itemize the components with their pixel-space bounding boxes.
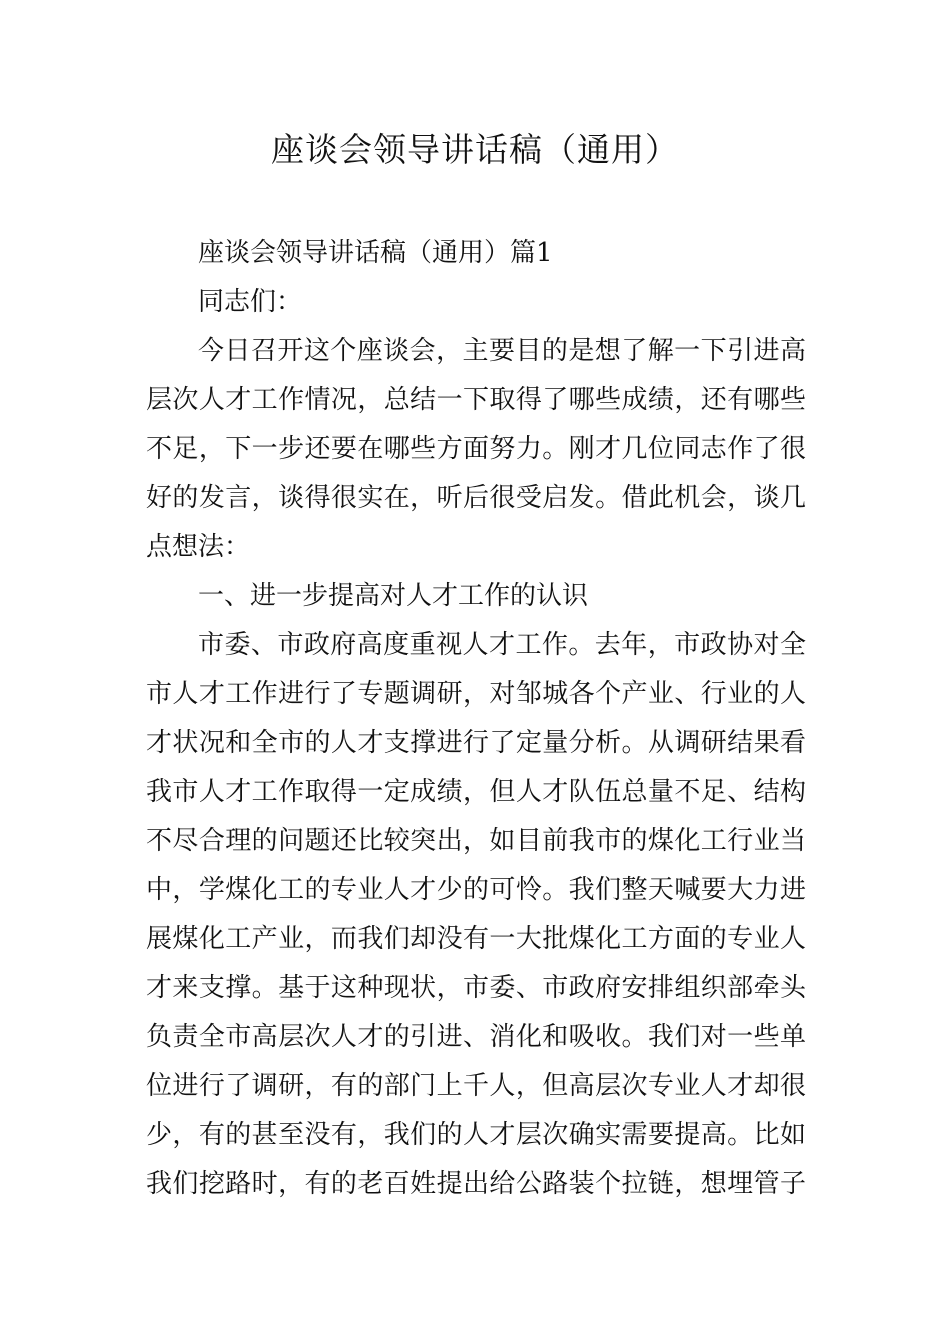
paragraph-line: 位进行了调研，有的部门上千人，但高层次专业人才却很 — [146, 1071, 806, 1101]
paragraph-line: 中，学煤化工的专业人才少的可怜。我们整天喊要大力进 — [146, 875, 806, 905]
paragraph-line: 我们挖路时，有的老百姓提出给公路装个拉链，想埋管子 — [146, 1169, 806, 1199]
paragraph-line: 展煤化工产业，而我们却没有一大批煤化工方面的专业人 — [146, 924, 806, 954]
paragraph-line: 才状况和全市的人才支撑进行了定量分析。从调研结果看 — [146, 728, 806, 758]
paragraph-line: 层次人才工作情况，总结一下取得了哪些成绩，还有哪些 — [146, 385, 806, 415]
document-title: 座谈会领导讲话稿（通用） — [271, 130, 679, 169]
paragraph-line: 我市人才工作取得一定成绩，但人才队伍总量不足、结构 — [146, 777, 806, 807]
paragraph-line: 好的发言，谈得很实在，听后很受启发。借此机会，谈几 — [146, 483, 806, 513]
paragraph-line: 负责全市高层次人才的引进、消化和吸收。我们对一些单 — [146, 1022, 806, 1052]
paragraph-line: 不足，下一步还要在哪些方面努力。刚才几位同志作了很 — [146, 434, 806, 464]
subheading: 一、进一步提高对人才工作的认识 — [198, 581, 589, 611]
paragraph-line: 今日召开这个座谈会，主要目的是想了解一下引进高 — [198, 336, 806, 366]
paragraph-line: 才来支撑。基于这种现状，市委、市政府安排组织部牵头 — [146, 973, 806, 1003]
paragraph-line: 少，有的甚至没有，我们的人才层次确实需要提高。比如 — [146, 1120, 806, 1150]
paragraph-line: 市委、市政府高度重视人才工作。去年，市政协对全 — [198, 630, 806, 660]
paragraph-line: 点想法： — [146, 532, 251, 562]
paragraph-line: 不尽合理的问题还比较突出，如目前我市的煤化工行业当 — [146, 826, 806, 856]
paragraph-line: 市人才工作进行了专题调研，对邹城各个产业、行业的人 — [146, 679, 806, 709]
salutation: 同志们： — [198, 287, 303, 317]
section-heading: 座谈会领导讲话稿（通用）篇1 — [198, 238, 553, 268]
document-body — [146, 229, 806, 1209]
